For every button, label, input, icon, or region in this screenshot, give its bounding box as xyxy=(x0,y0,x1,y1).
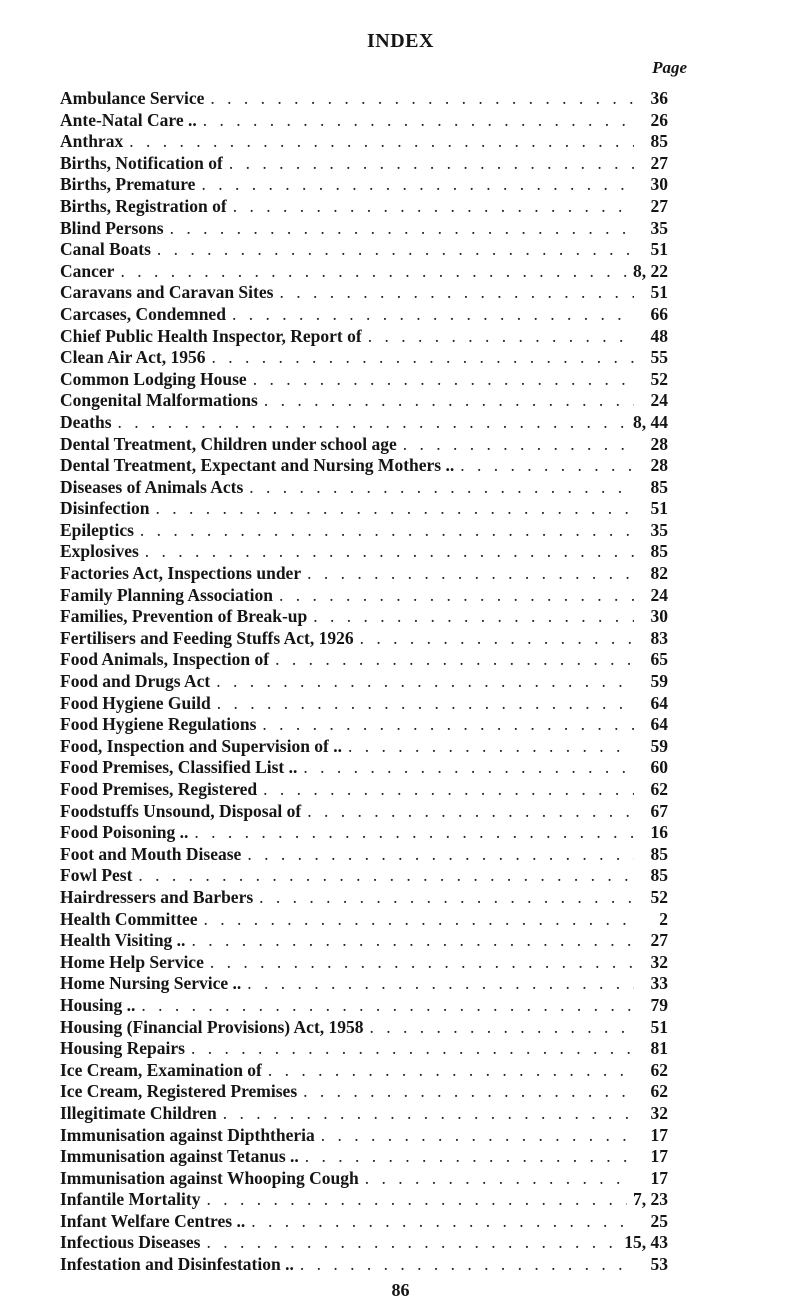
index-entry-page: 25 xyxy=(650,1210,668,1231)
index-entry-label: Immunisation against Tetanus .. xyxy=(60,1146,299,1167)
index-entry-page: 2 xyxy=(659,908,668,929)
index-entry-label: Ice Cream, Examination of xyxy=(60,1059,262,1080)
index-entry-page: 82 xyxy=(650,563,668,584)
index-entry-label: Infectious Diseases xyxy=(60,1232,201,1253)
dot-leader xyxy=(204,909,634,930)
index-entry xyxy=(60,326,668,348)
index-entry-page: 8, 22 xyxy=(633,260,668,281)
index-entry-label: Births, Notification of xyxy=(60,152,223,173)
index-entry xyxy=(60,218,668,240)
index-entry-label: Factories Act, Inspections under xyxy=(60,563,302,584)
index-entry xyxy=(60,973,668,995)
index-entry-page: 24 xyxy=(650,584,668,605)
dot-leader xyxy=(307,801,634,822)
index-entry-page: 81 xyxy=(650,1038,668,1059)
dot-leader xyxy=(201,174,634,195)
index-entry-label: Diseases of Animals Acts xyxy=(60,476,244,497)
index-entry-page: 59 xyxy=(650,671,668,692)
index-entry xyxy=(60,952,668,974)
dot-leader xyxy=(303,757,634,778)
index-entry-label: Blind Persons xyxy=(60,217,164,238)
index-entry-page: 51 xyxy=(650,498,668,519)
index-entry xyxy=(60,1168,668,1190)
index-entry-page: 16 xyxy=(650,822,668,843)
index-entry-label: Caravans and Caravan Sites xyxy=(60,282,274,303)
index-entry-page: 85 xyxy=(650,843,668,864)
index-entry-page: 36 xyxy=(650,88,668,108)
dot-leader xyxy=(365,1168,634,1189)
index-entry-label: Food Hygiene Regulations xyxy=(60,714,257,735)
dot-leader xyxy=(253,369,634,390)
dot-leader xyxy=(155,498,634,519)
index-entry-page: 64 xyxy=(650,692,668,713)
index-entry-page: 55 xyxy=(650,347,668,368)
index-entry xyxy=(60,1103,668,1125)
index-entry-label: Carcases, Condemned xyxy=(60,303,226,324)
index-entry-label: Health Visiting .. xyxy=(60,930,186,951)
index-entry-label: Health Committee xyxy=(60,908,198,929)
index-entry xyxy=(60,1017,668,1039)
index-entry-page: 62 xyxy=(650,1081,668,1102)
index-entry-page: 48 xyxy=(650,325,668,346)
index-entry-label: Foodstuffs Unsound, Disposal of xyxy=(60,800,302,821)
dot-leader xyxy=(233,196,634,217)
index-entry-label: Infant Welfare Centres .. xyxy=(60,1210,246,1231)
index-entry-label: Ice Cream, Registered Premises xyxy=(60,1081,298,1102)
dot-leader xyxy=(307,563,634,584)
dot-leader xyxy=(279,585,634,606)
dot-leader xyxy=(191,1038,634,1059)
dot-leader xyxy=(247,844,634,865)
index-entry-label: Foot and Mouth Disease xyxy=(60,843,242,864)
index-entry-page: 33 xyxy=(650,973,668,994)
index-entry xyxy=(60,520,668,542)
index-entry-label: Food and Drugs Act xyxy=(60,671,211,692)
index-entry-page: 28 xyxy=(650,433,668,454)
index-entry-label: Fertilisers and Feeding Stuffs Act, 1926 xyxy=(60,627,354,648)
dot-leader xyxy=(216,671,634,692)
index-entry xyxy=(60,239,668,261)
index-entry-page: 66 xyxy=(650,303,668,324)
index-entry-page: 85 xyxy=(650,131,668,152)
index-entry-page: 27 xyxy=(650,195,668,216)
index-entry-page: 24 xyxy=(650,390,668,411)
index-entry-label: Dental Treatment, Children under school age xyxy=(60,433,397,454)
dot-leader xyxy=(141,995,634,1016)
index-entry-page: 17 xyxy=(650,1167,668,1188)
index-entry-page: 15, 43 xyxy=(624,1232,668,1253)
dot-leader xyxy=(403,434,634,455)
index-entry xyxy=(60,1081,668,1103)
index-entry xyxy=(60,995,668,1017)
index-entry-label: Anthrax xyxy=(60,131,124,152)
dot-leader xyxy=(360,628,634,649)
index-entry xyxy=(60,261,668,283)
index-entry xyxy=(60,736,668,758)
dot-leader xyxy=(145,541,634,562)
index-entry-label: Births, Registration of xyxy=(60,195,227,216)
index-entry-label: Housing Repairs xyxy=(60,1038,185,1059)
index-entry xyxy=(60,1232,668,1254)
index-entry xyxy=(60,649,668,671)
index-entry-page: 64 xyxy=(650,714,668,735)
index-entry xyxy=(60,88,668,110)
index-entry xyxy=(60,434,668,456)
index-entry-label: Food Hygiene Guild xyxy=(60,692,211,713)
index-entry xyxy=(60,412,668,434)
dot-leader xyxy=(259,887,634,908)
index-entry-label: Home Help Service xyxy=(60,951,204,972)
dot-leader xyxy=(129,131,634,152)
dot-leader xyxy=(203,110,634,131)
dot-leader xyxy=(210,952,634,973)
index-entry xyxy=(60,563,668,585)
dot-leader xyxy=(206,1232,618,1253)
index-list xyxy=(60,88,668,1276)
dot-leader xyxy=(223,1103,634,1124)
index-entry xyxy=(60,779,668,801)
index-entry xyxy=(60,455,668,477)
index-entry-page: 65 xyxy=(650,649,668,670)
index-entry-page: 27 xyxy=(650,930,668,951)
dot-leader xyxy=(249,477,634,498)
index-entry-page: 32 xyxy=(650,1102,668,1123)
index-entry-page: 8, 44 xyxy=(633,411,668,432)
dot-leader xyxy=(194,822,634,843)
index-entry-label: Births, Premature xyxy=(60,174,196,195)
dot-leader xyxy=(212,347,634,368)
dot-leader xyxy=(279,282,634,303)
dot-leader xyxy=(300,1254,634,1275)
dot-leader xyxy=(120,261,627,282)
index-entry-page: 52 xyxy=(650,368,668,389)
dot-leader xyxy=(263,779,634,800)
index-entry xyxy=(60,282,668,304)
index-entry xyxy=(60,585,668,607)
dot-leader xyxy=(140,520,634,541)
index-entry xyxy=(60,174,668,196)
index-entry xyxy=(60,801,668,823)
index-entry-label: Fowl Pest xyxy=(60,865,133,886)
index-entry xyxy=(60,909,668,931)
index-entry xyxy=(60,347,668,369)
index-entry-page: 51 xyxy=(650,239,668,260)
index-entry-label: Food Poisoning .. xyxy=(60,822,189,843)
index-entry-label: Deaths xyxy=(60,411,112,432)
index-entry xyxy=(60,1038,668,1060)
index-entry-page: 32 xyxy=(650,951,668,972)
dot-leader xyxy=(313,606,634,627)
index-entry-label: Ante-Natal Care .. xyxy=(60,109,197,130)
dot-leader xyxy=(206,1189,627,1210)
dot-leader xyxy=(118,412,627,433)
index-entry-label: Housing (Financial Provisions) Act, 1958 xyxy=(60,1016,364,1037)
index-entry xyxy=(60,477,668,499)
index-entry-label: Immunisation against Dipththeria xyxy=(60,1124,315,1145)
index-entry-page: 30 xyxy=(650,174,668,195)
dot-leader xyxy=(460,455,634,476)
index-entry-page: 83 xyxy=(650,627,668,648)
index-entry-label: Infantile Mortality xyxy=(60,1189,201,1210)
index-entry xyxy=(60,196,668,218)
index-entry-page: 51 xyxy=(650,282,668,303)
index-entry-page: 27 xyxy=(650,152,668,173)
index-entry-page: 51 xyxy=(650,1016,668,1037)
index-entry xyxy=(60,714,668,736)
index-entry-page: 30 xyxy=(650,606,668,627)
dot-leader xyxy=(247,973,634,994)
index-entry xyxy=(60,498,668,520)
index-entry-label: Families, Prevention of Break-up xyxy=(60,606,308,627)
index-entry-label: Immunisation against Whooping Cough xyxy=(60,1167,359,1188)
index-entry xyxy=(60,541,668,563)
index-entry xyxy=(60,606,668,628)
dot-leader xyxy=(305,1146,634,1167)
dot-leader xyxy=(262,714,634,735)
index-entry xyxy=(60,153,668,175)
dot-leader xyxy=(170,218,634,239)
index-entry-page: 17 xyxy=(650,1146,668,1167)
index-entry-page: 60 xyxy=(650,757,668,778)
dot-leader xyxy=(138,865,634,886)
index-entry-label: Disinfection xyxy=(60,498,150,519)
index-entry xyxy=(60,390,668,412)
index-entry-page: 59 xyxy=(650,735,668,756)
index-entry xyxy=(60,131,668,153)
index-entry xyxy=(60,1189,668,1211)
dot-leader xyxy=(191,930,634,951)
index-entry-label: Ambulance Service xyxy=(60,88,205,108)
index-entry xyxy=(60,930,668,952)
index-entry-label: Clean Air Act, 1956 xyxy=(60,347,206,368)
dot-leader xyxy=(321,1125,634,1146)
dot-leader xyxy=(264,390,634,411)
index-entry-page: 79 xyxy=(650,994,668,1015)
index-entry xyxy=(60,304,668,326)
dot-leader xyxy=(368,326,634,347)
dot-leader xyxy=(348,736,634,757)
index-entry xyxy=(60,369,668,391)
index-entry-label: Cancer xyxy=(60,260,115,281)
index-entry-label: Food Premises, Classified List .. xyxy=(60,757,298,778)
index-entry-label: Food Animals, Inspection of xyxy=(60,649,270,670)
index-entry xyxy=(60,671,668,693)
index-entry-label: Food, Inspection and Supervision of .. xyxy=(60,735,343,756)
index-entry xyxy=(60,628,668,650)
index-entry-page: 35 xyxy=(650,519,668,540)
index-entry-label: Explosives xyxy=(60,541,139,562)
index-entry xyxy=(60,110,668,132)
index-entry-label: Epileptics xyxy=(60,519,134,540)
index-entry-page: 35 xyxy=(650,217,668,238)
index-entry xyxy=(60,757,668,779)
dot-leader xyxy=(210,88,634,109)
index-entry xyxy=(60,693,668,715)
index-entry xyxy=(60,1125,668,1147)
dot-leader xyxy=(217,693,634,714)
index-entry-page: 17 xyxy=(650,1124,668,1145)
index-entry xyxy=(60,1060,668,1082)
index-entry-page: 7, 23 xyxy=(633,1189,668,1210)
page-title: INDEX xyxy=(367,30,434,52)
index-entry-page: 62 xyxy=(650,1059,668,1080)
index-entry-label: Illegitimate Children xyxy=(60,1102,217,1123)
index-entry-page: 26 xyxy=(650,109,668,130)
dot-leader xyxy=(268,1060,634,1081)
dot-leader xyxy=(303,1081,634,1102)
index-entry xyxy=(60,844,668,866)
index-entry-page: 67 xyxy=(650,800,668,821)
index-entry xyxy=(60,1211,668,1233)
dot-leader xyxy=(251,1211,634,1232)
index-entry xyxy=(60,865,668,887)
index-entry-label: Common Lodging House xyxy=(60,368,247,389)
index-entry-label: Canal Boats xyxy=(60,239,151,260)
index-entry-page: 53 xyxy=(650,1254,668,1275)
index-entry-label: Chief Public Health Inspector, Report of xyxy=(60,325,362,346)
page-number: 86 xyxy=(391,1280,410,1300)
index-entry-page: 28 xyxy=(650,455,668,476)
dot-leader xyxy=(370,1017,634,1038)
index-entry-label: Family Planning Association xyxy=(60,584,273,605)
index-entry-label: Infestation and Disinfestation .. xyxy=(60,1254,294,1275)
index-entry-label: Congenital Malformations xyxy=(60,390,258,411)
index-entry-label: Food Premises, Registered xyxy=(60,779,258,799)
index-entry-page: 52 xyxy=(650,886,668,907)
index-entry xyxy=(60,1146,668,1168)
index-entry-page: 85 xyxy=(650,541,668,562)
dot-leader xyxy=(275,649,634,670)
dot-leader xyxy=(157,239,634,260)
index-entry-label: Dental Treatment, Expectant and Nursing Mothers .. xyxy=(60,455,455,476)
index-entry-page: 85 xyxy=(650,476,668,497)
index-entry xyxy=(60,822,668,844)
index-entry xyxy=(60,887,668,909)
index-entry xyxy=(60,1254,668,1276)
index-entry-page: 85 xyxy=(650,865,668,886)
dot-leader xyxy=(232,304,634,325)
index-entry-label: Hairdressers and Barbers xyxy=(60,886,254,907)
index-entry-label: Housing .. xyxy=(60,994,136,1015)
page-column-heading: Page xyxy=(652,58,687,77)
index-entry-page: 62 xyxy=(650,779,668,799)
index-entry-label: Home Nursing Service .. xyxy=(60,973,242,994)
dot-leader xyxy=(229,153,634,174)
